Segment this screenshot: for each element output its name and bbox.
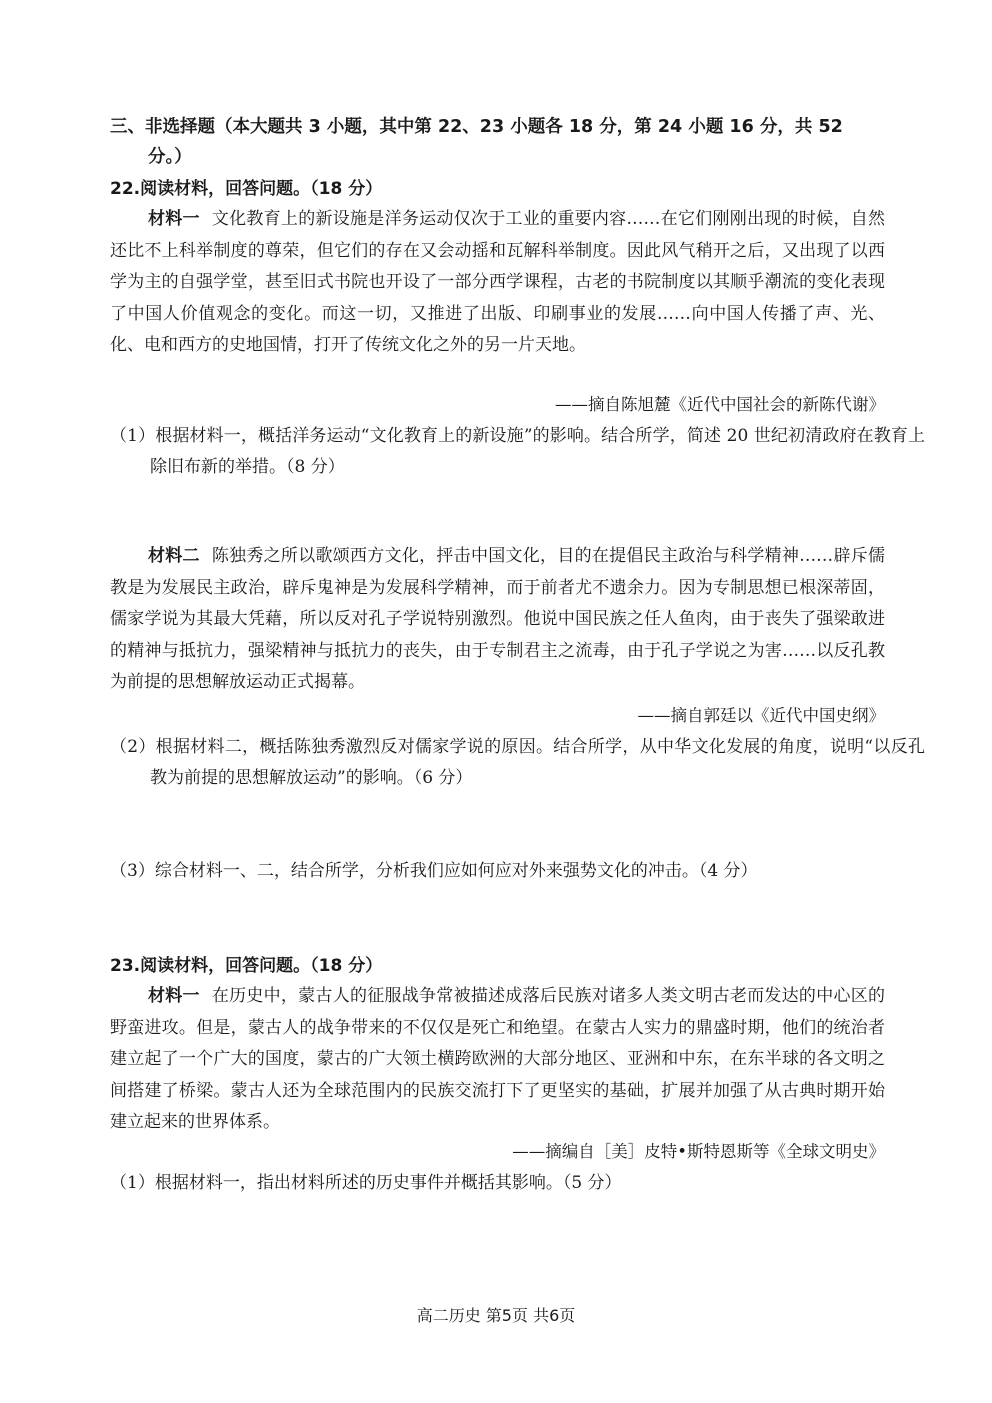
q22-material1-source: ——摘自陈旭麓《近代中国社会的新陈代谢》: [555, 395, 885, 414]
q22-subquestion-1: （1）根据材料一，概括洋务运动“文化教育上的新设施”的影响。结合所学，简述 20 世纪初清政府在教育上除旧布新的举措。（8 分）: [110, 426, 925, 477]
question-22-title: 22.阅读材料，回答问题。（18 分）: [110, 179, 383, 199]
section-heading: [110, 112, 885, 172]
q22-material1: [110, 204, 885, 362]
material-tag: 材料二: [148, 546, 200, 566]
q22-subquestion-3: （3）综合材料一、二，结合所学，分析我们应如何应对外来强势文化的冲击。（4 分）: [110, 861, 758, 881]
q23-material1: [110, 981, 885, 1139]
material-text: 在历史中，蒙古人的征服战争常被描述成落后民族对诸多人类文明古老而发达的中心区的野蛮进攻。但是，蒙古人的战争带来的不仅仅是死亡和绝望。在蒙古人实力的鼎盛时期，他们的统治者建立起了一个广大的国度，蒙古的广大领土横跨欧洲的大部分地区、亚洲和中东，在东半球的各文明之间搭建了桥梁。蒙古人还为全球范围内的民族交流打下了更坚实的基础，扩展并加强了从古典时期开始建立起来的世界体系。: [110, 986, 886, 1132]
material-tag: 材料一: [148, 209, 200, 229]
q23-material1-source: ——摘编自［美］皮特•斯特恩斯等《全球文明史》: [512, 1142, 885, 1161]
material-text: 陈独秀之所以歌颂西方文化，抨击中国文化，目的在提倡民主政治与科学精神……辟斥儒教是为发展民主政治，辟斥鬼神是为发展科学精神，而于前者尤不遗余力。因为专制思想已根深蒂固，儒家学说为其最大凭藉，所以反对孔子学说特别激烈。他说中国民族之任人鱼肉，由于丧失了强梁敢进的精神与抵抗力，强梁精神与抵抗力的丧失，由于专制君主之流毒，由于孔子学说之为害……以反孔教为前提的思想解放运动正式揭幕。: [110, 546, 886, 692]
q23-subquestion-1: （1）根据材料一，指出材料所述的历史事件并概括其影响。（5 分）: [110, 1173, 622, 1193]
q22-material2: [110, 541, 885, 699]
q22-subquestion-2: （2）根据材料二，概括陈独秀激烈反对儒家学说的原因。结合所学，从中华文化发展的角度，说明“以反孔教为前提的思想解放运动”的影响。（6 分）: [110, 737, 925, 788]
page-footer: 高二历史 第5页 共6页: [416, 1306, 576, 1325]
q22-material2-source: ——摘自郭廷以《近代中国史纲》: [637, 706, 885, 725]
question-23-title: 23.阅读材料，回答问题。（18 分）: [110, 956, 383, 976]
material-text: 文化教育上的新设施是洋务运动仅次于工业的重要内容……在它们刚刚出现的时候，自然还比不上科举制度的尊荣，但它们的存在又会动摇和瓦解科举制度。因此风气稍开之后，又出现了以西学为主的自强学堂，甚至旧式书院也开设了一部分西学课程，古老的书院制度以其顺乎潮流的变化表现了中国人价值观念的变化。而这一切，又推进了出版、印刷事业的发展……向中国人传播了声、光、化、电和西方的史地国情，打开了传统文化之外的另一片天地。: [110, 209, 886, 355]
section-heading-line2: 分。）: [148, 147, 192, 167]
material-tag: 材料一: [148, 986, 200, 1006]
section-heading-line1: 三、非选择题（本大题共 3 小题，其中第 22、23 小题各 18 分，第 24 小题 16 分，共 52: [110, 117, 843, 137]
